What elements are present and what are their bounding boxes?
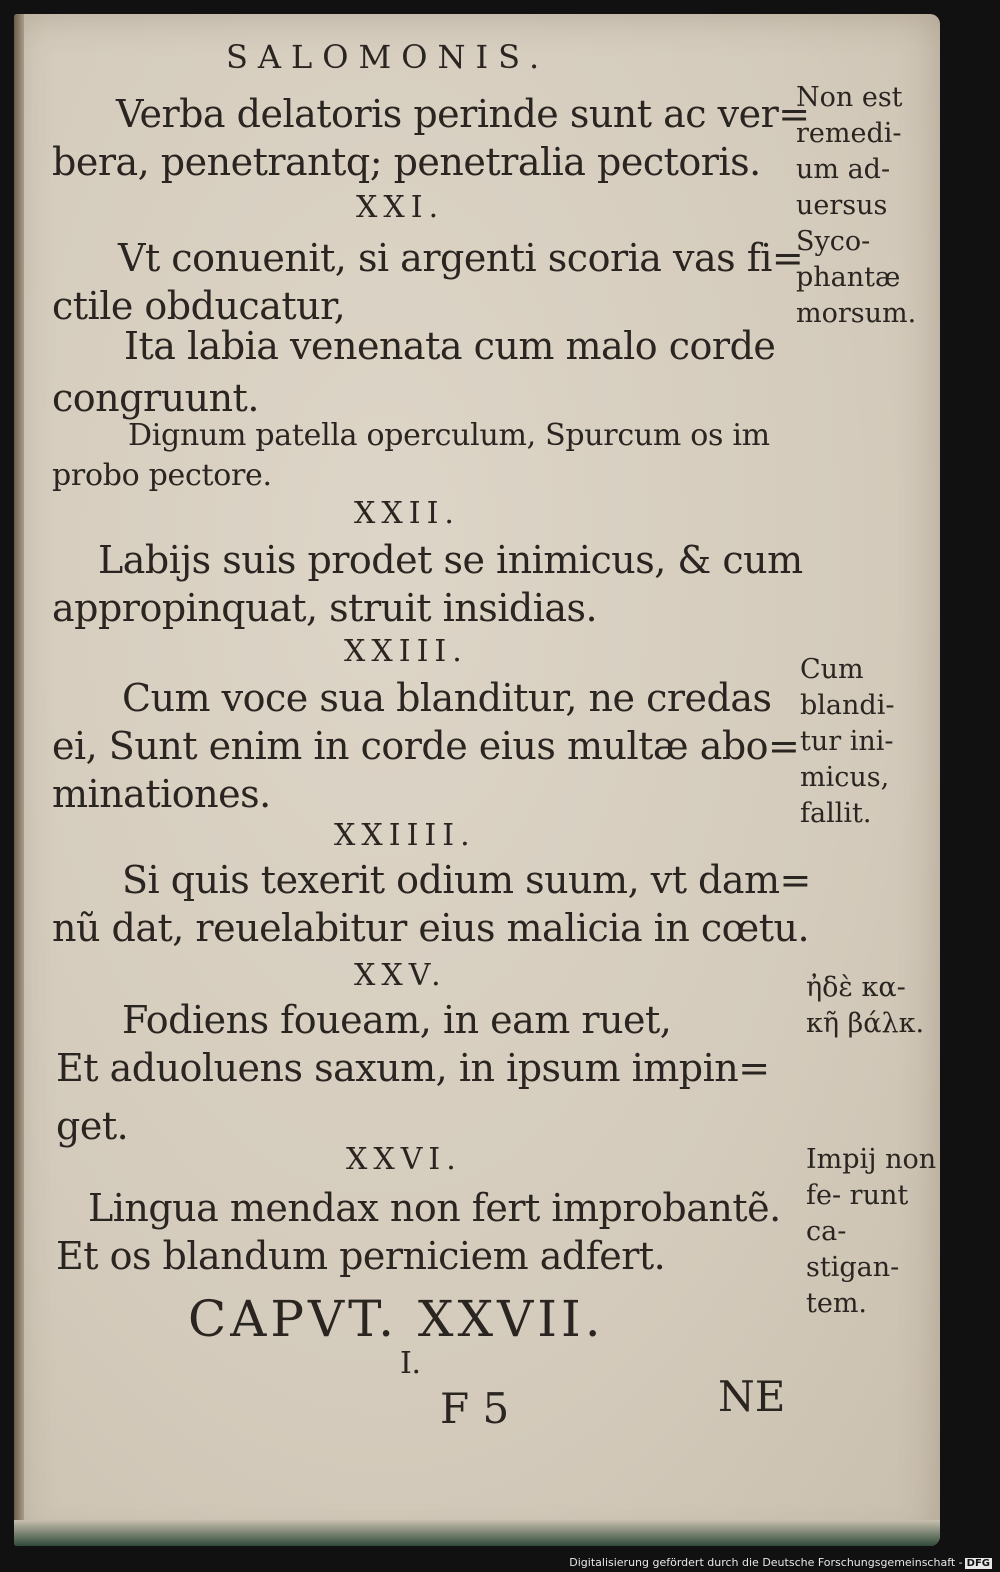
text-line: ei, Sunt enim in corde eius multæ abo=: [52, 724, 800, 768]
margin-note: ἠδὲ κα- κῆ βάλκ.: [806, 972, 925, 1039]
text-line: Et os blandum perniciem adfert.: [56, 1234, 666, 1278]
text-line: Si quis texerit odium suum, vt dam=: [122, 858, 811, 902]
digitization-credit: [569, 1556, 992, 1569]
catchword: NE: [718, 1372, 786, 1421]
text-line: Dignum patella operculum, Spurcum os im: [128, 418, 770, 453]
text-line: Fodiens foueam, in eam ruet,: [122, 998, 672, 1042]
text-line: ctile obducatur,: [52, 284, 346, 328]
text-line: congruunt.: [52, 376, 259, 420]
text-line: Cum voce sua blanditur, ne credas: [122, 676, 772, 720]
signature-mark: F 5: [440, 1384, 510, 1433]
verse-number: XXVI.: [346, 1142, 462, 1177]
book-spine: [14, 14, 24, 1546]
margin-note: Impij non fe- runt ca- stigan- tem.: [806, 1144, 937, 1319]
text-line: Ita labia venenata cum malo corde: [124, 324, 776, 368]
verse-number: XXV.: [354, 958, 447, 993]
verse-number: I.: [400, 1346, 421, 1381]
text-line: Verba delatoris perinde sunt ac ver=: [116, 92, 810, 136]
text-line: bera, penetrantq; penetralia pectoris.: [52, 140, 761, 184]
page-edge: [14, 1520, 940, 1546]
chapter-heading: CAPVT. XXVII.: [188, 1290, 605, 1348]
text-line: minationes.: [52, 772, 271, 816]
dfg-logo: DFG: [966, 1558, 990, 1569]
margin-note: Non est remedi- um ad- uersus Syco- phantæ morsum.: [796, 82, 917, 329]
text-line: Labijs suis prodet se inimicus, & cum: [98, 538, 803, 582]
verse-number: XXIII.: [344, 634, 468, 669]
running-header: SALOMONIS.: [226, 38, 550, 76]
text-line: get.: [56, 1104, 129, 1148]
text-line: appropinquat, struit insidias.: [52, 586, 598, 630]
verse-number: XXII.: [354, 496, 460, 531]
text-line: Et aduoluens saxum, in ipsum impin=: [56, 1046, 770, 1090]
text-line: Lingua mendax non fert improbantẽ.: [88, 1186, 781, 1230]
credit-text: Digitalisierung gefördert durch die Deutsche Forschungsgemeinschaft -: [569, 1556, 963, 1569]
text-line: Vt conuenit, si argenti scoria vas fi=: [118, 236, 804, 280]
margin-note: Cum blandi- tur ini- micus, fallit.: [800, 654, 895, 829]
text-line: nũ dat, reuelabitur eius malicia in cœtu.: [52, 906, 810, 950]
verse-number: XXIIII.: [334, 818, 476, 853]
text-line: probo pectore.: [52, 458, 272, 493]
verse-number: XXI.: [356, 190, 445, 225]
